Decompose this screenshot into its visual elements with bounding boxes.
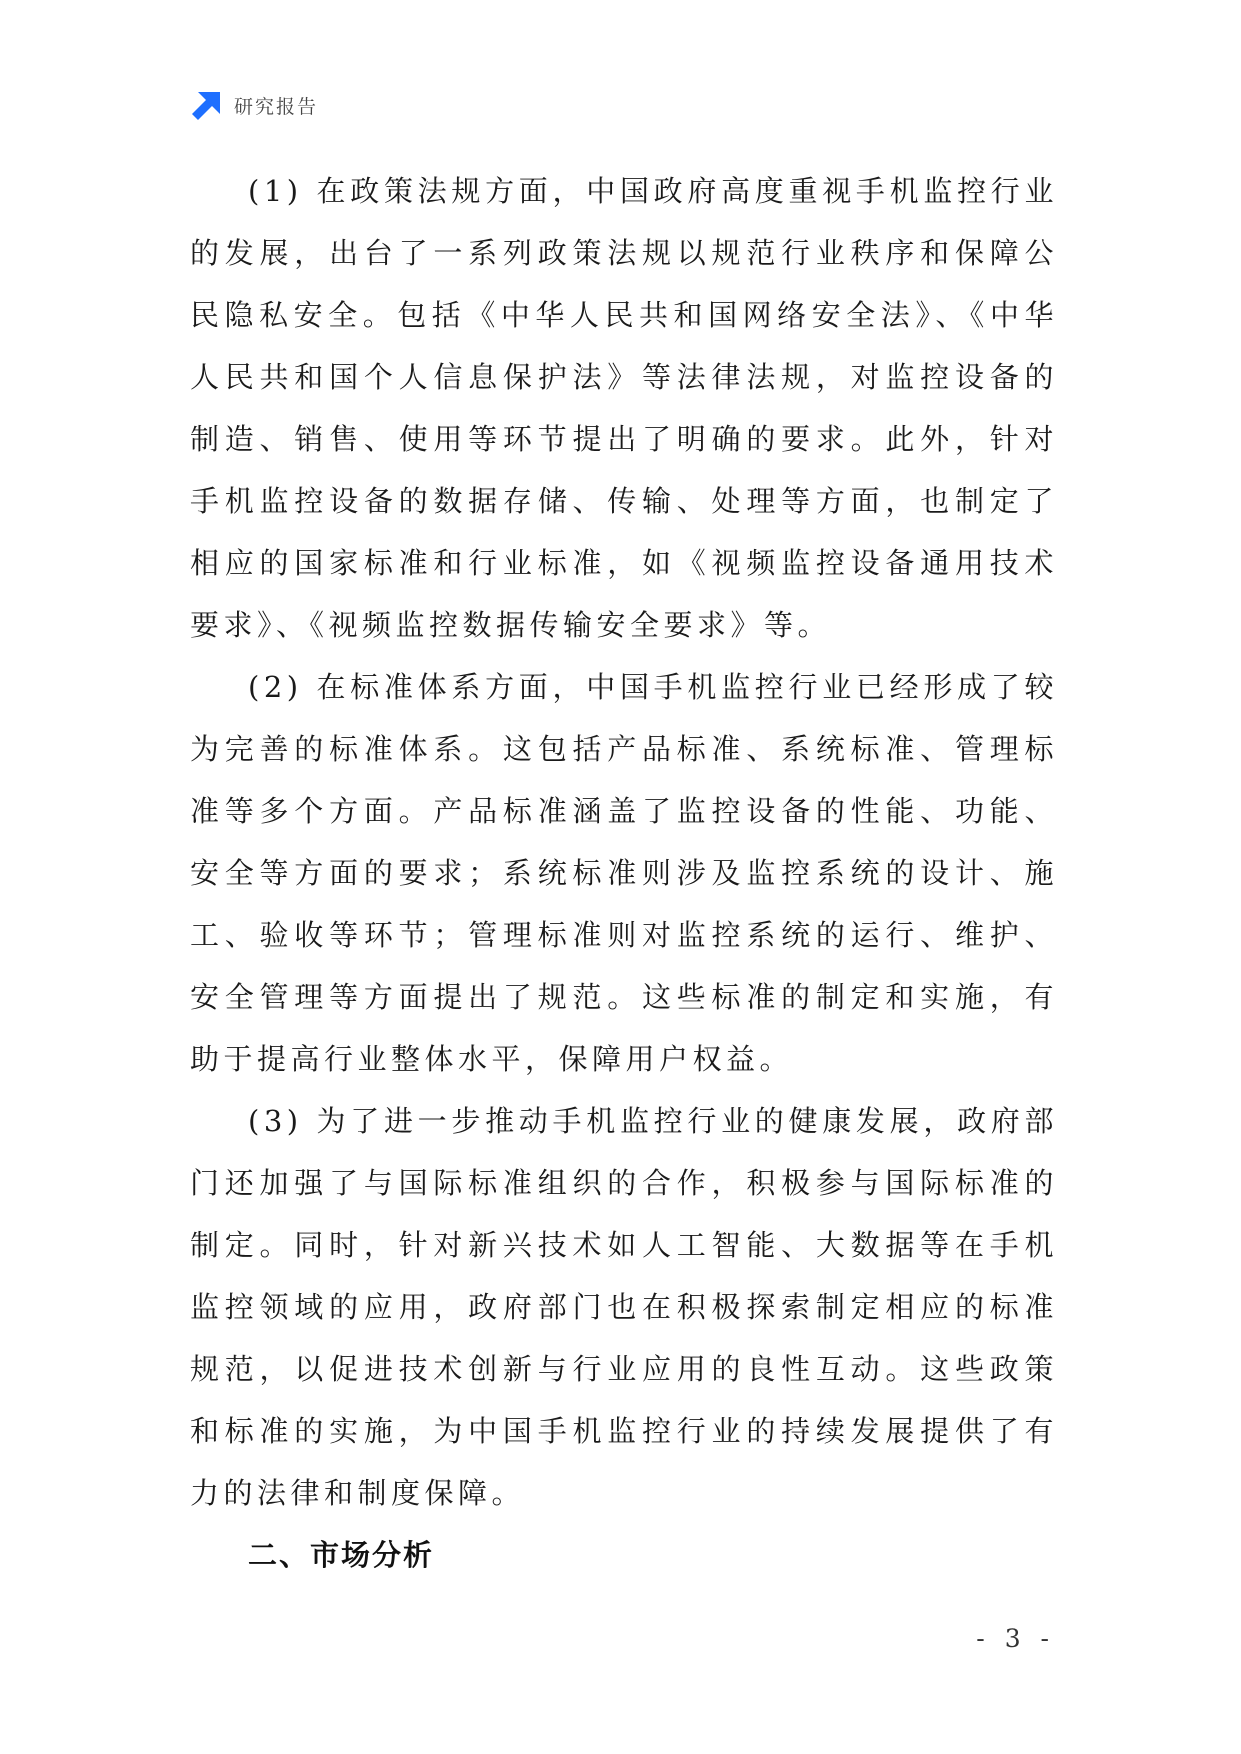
paragraph-2-number: (2) <box>248 670 303 704</box>
section-heading: 二、市场分析 <box>248 1538 435 1572</box>
paragraph-3-number: (3) <box>248 1104 303 1138</box>
paragraph-1 <box>190 160 1058 656</box>
page-number: - 3 - <box>976 1624 1055 1653</box>
document-body <box>190 160 1058 1586</box>
paragraph-3 <box>190 1090 1058 1524</box>
paragraph-3-text: 为了进一步推动手机监控行业的健康发展，政府部门还加强了与国际标准组织的合作，积极参与国际标准的制定。同时，针对新兴技术如人工智能、大数据等在手机监控领域的应用，政府部门也在积极探索制定相应的标准规范，以促进技术创新与行业应用的良性互动。这些政策和标准的实施，为中国手机监控行业的持续发展提供了有力的法律和制度保障。 <box>190 1104 1058 1510</box>
paragraph-2 <box>190 656 1058 1090</box>
arrow-up-right-logo-icon <box>190 88 224 122</box>
page-header <box>190 88 318 122</box>
paragraph-2-text: 在标准体系方面，中国手机监控行业已经形成了较为完善的标准体系。这包括产品标准、系统标准、管理标准等多个方面。产品标准涵盖了监控设备的性能、功能、安全等方面的要求；系统标准则涉及监控系统的设计、施工、验收等环节；管理标准则对监控系统的运行、维护、安全管理等方面提出了规范。这些标准的制定和实施，有助于提高行业整体水平，保障用户权益。 <box>190 670 1058 1076</box>
paragraph-1-number: (1) <box>248 174 303 208</box>
header-brand: 研究报告 <box>234 95 319 118</box>
paragraph-1-text: 在政策法规方面，中国政府高度重视手机监控行业的发展，出台了一系列政策法规以规范行业秩序和保障公民隐私安全。包括《中华人民共和国网络安全法》、《中华人民共和国个人信息保护法》等法律法规，对监控设备的制造、销售、使用等环节提出了明确的要求。此外，针对手机监控设备的数据存储、传输、处理等方面，也制定了相应的国家标准和行业标准，如《视频监控设备通用技术要求》、《视频监控数据传输安全要求》等。 <box>190 174 1058 642</box>
